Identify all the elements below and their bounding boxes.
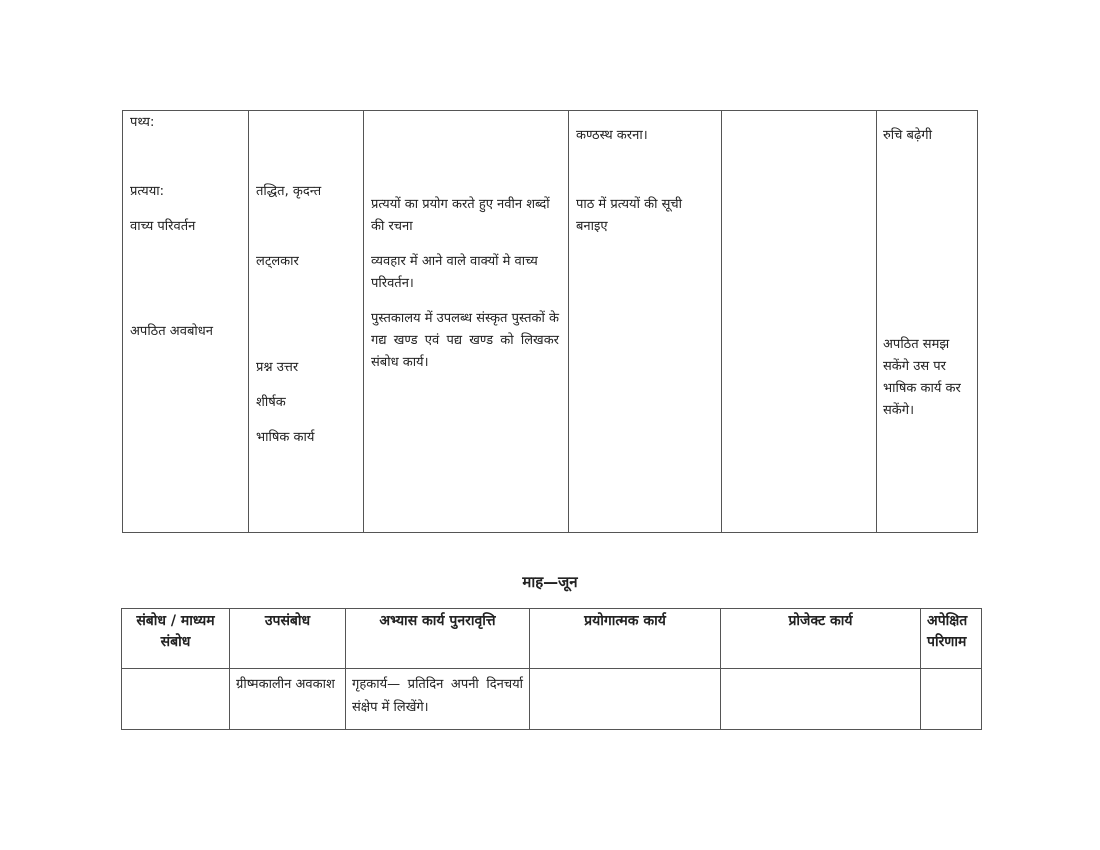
table-cell-subtopic [249,111,364,533]
header-practice: अभ्यास कार्य पुनरावृत्ति [346,609,530,669]
subtopic-shirshak: शीर्षक [256,395,286,410]
practice-text-3: पुस्तकालय में उपलब्ध संस्कृत पुस्तकों के गद्य खण्ड एवं पद्य खण्ड को लिखकर संबोध कार्य। [371,311,559,370]
outcome-text-1: रुचि बढ़ेगी [883,128,932,143]
table-cell-project [722,111,877,533]
header-experiment: प्रयोगात्मक कार्य [530,609,721,669]
row-practice: गृहकार्य— प्रतिदिन अपनी दिनचर्या संक्षेप में लिखेंगे। [346,669,530,730]
june-syllabus-table [121,608,982,730]
topic-pathya: पथ्य: [130,115,155,130]
subtopic-lat: लट्लकार [256,254,299,269]
table-cell-outcome [877,111,978,533]
topic-pratyaya: प्रत्यया: [130,184,164,199]
table-row [122,669,982,730]
outcome-text-2: अपठित समझ सकेंगे उस पर भाषिक कार्य कर सकेंगे। [883,337,961,418]
subtopic-taddhit: तद्धित, कृदन्त [256,184,322,199]
subtopic-bhashik: भाषिक कार्य [256,430,315,445]
row-project [721,669,921,730]
header-concept: संबोध / माध्यम संबोध [122,609,230,669]
subtopic-prashna: प्रश्न उत्तर [256,360,299,375]
table-row [123,111,978,533]
header-project: प्रोजेक्ट कार्य [721,609,921,669]
topic-vachya: वाच्य परिवर्तन [130,219,196,234]
syllabus-table-continued [122,110,978,533]
table-cell-topic [123,111,249,533]
header-subconcept: उपसंबोध [230,609,346,669]
experiment-text-2: पाठ में प्रत्ययों की सूची बनाइए [576,197,682,234]
table-cell-practice [364,111,569,533]
row-experiment [530,669,721,730]
row-subconcept: ग्रीष्मकालीन अवकाश [230,669,346,730]
header-outcome: अपेक्षित परिणाम [921,609,982,669]
row-concept [122,669,230,730]
practice-text-2: व्यवहार में आने वाले वाक्यों मे वाच्य परिवर्तन। [371,254,538,291]
practice-text-1: प्रत्ययों का प्रयोग करते हुए नवीन शब्दों की रचना [371,197,550,234]
row-outcome [921,669,982,730]
table-cell-experiment [569,111,722,533]
topic-apathit: अपठित अवबोधन [130,324,213,339]
experiment-text-1: कण्ठस्थ करना। [576,128,648,143]
table-header-row [122,609,982,669]
month-heading: माह—जून [522,573,578,591]
